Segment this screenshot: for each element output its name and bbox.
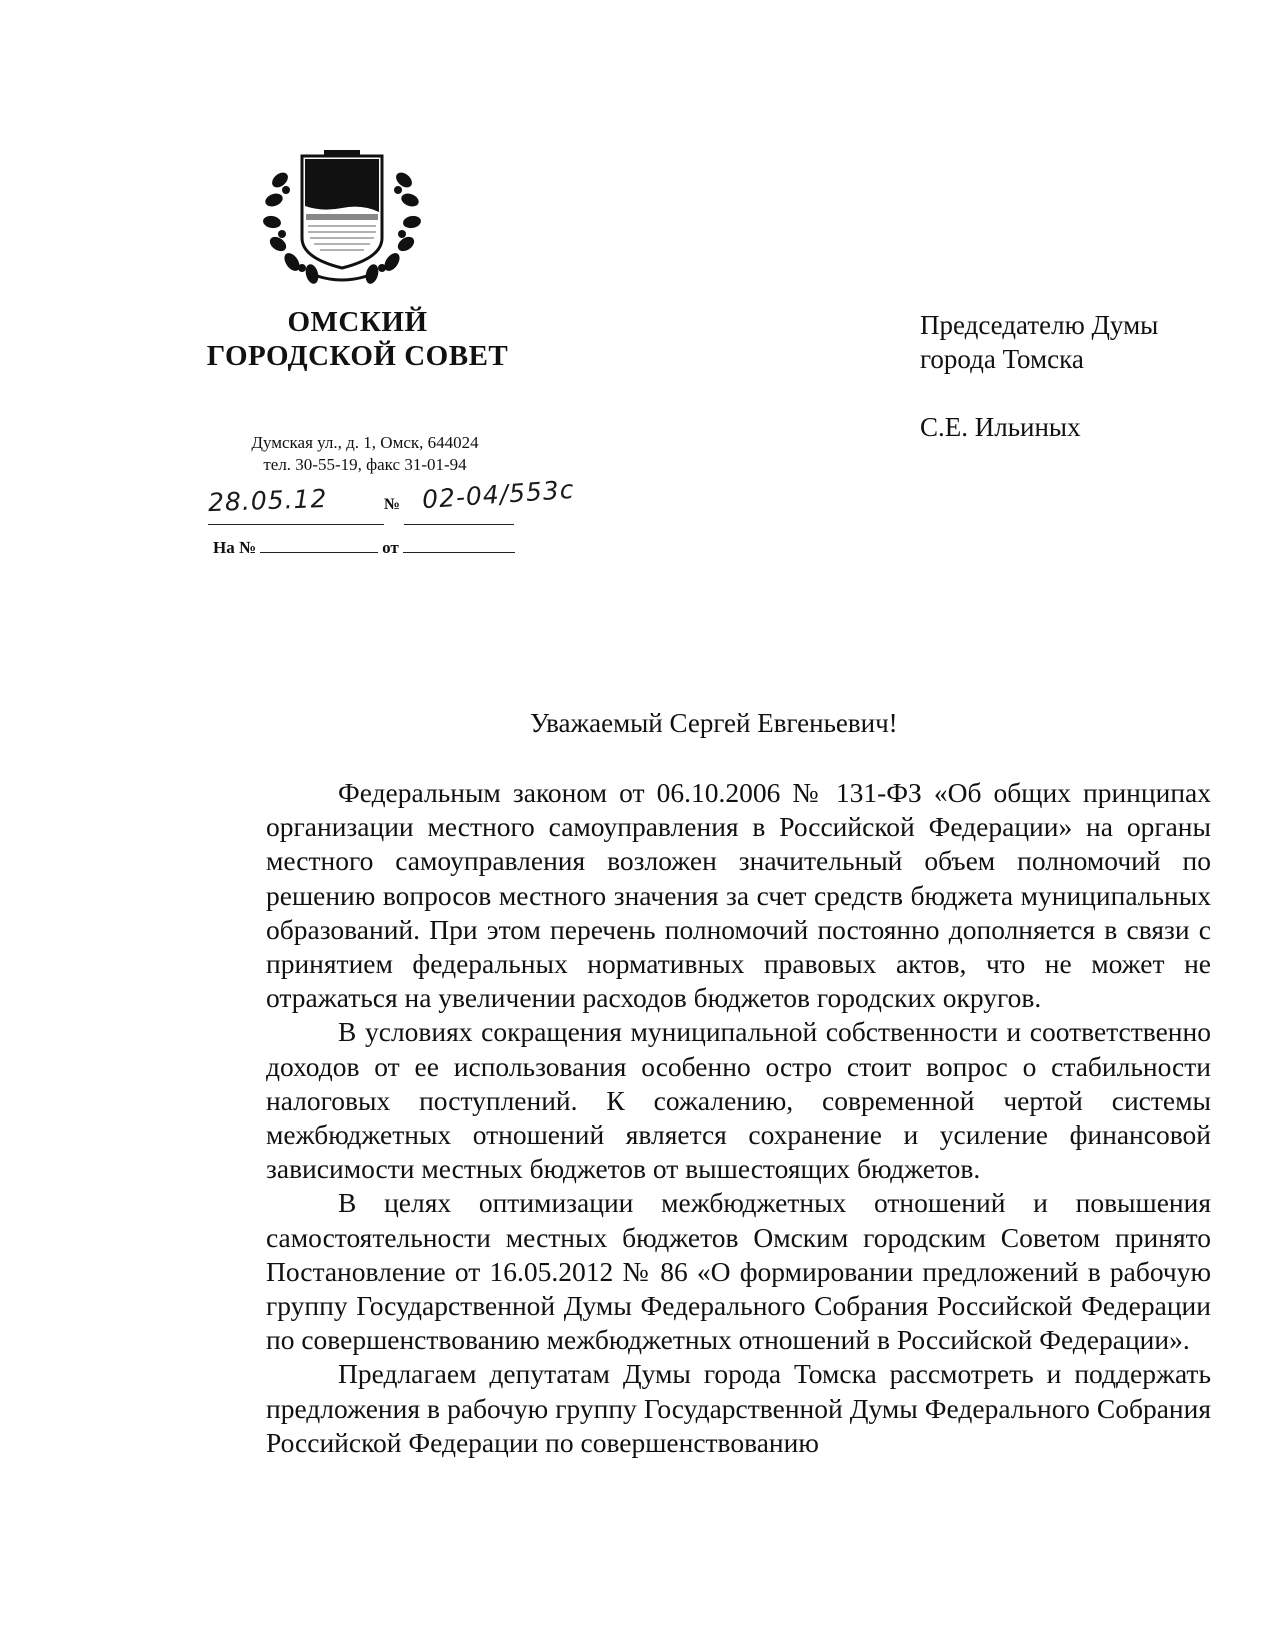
salutation: Уважаемый Сергей Евгеньевич! [530, 708, 898, 738]
registration-no-label: № [384, 496, 401, 513]
date-underline [208, 524, 384, 525]
address-line2: тел. 30-55-19, факс 31-01-94 [263, 455, 467, 474]
address-line1: Думская ул., д. 1, Омск, 644024 [251, 433, 479, 452]
registration-number: 02-04/553с [421, 474, 576, 515]
letter-body [266, 776, 1211, 1460]
paragraph: В условиях сокращения муниципальной собственности и соответственно доходов от ее использования особенно остро стоит вопрос о стабильности налоговых поступлений. К сожалению, современной чертой системы межбюджетных отношений является сохранение и усиление финансовой зависимости местных бюджетов от вышестоящих бюджетов. [266, 1016, 1211, 1185]
coat-of-arms-icon [262, 150, 422, 285]
reference-na-label: На № [213, 538, 257, 557]
addressee-line1: Председателю Думы [920, 310, 1159, 340]
reference-line [213, 538, 515, 558]
addressee-line2: города Томска [920, 344, 1084, 374]
sender-line1: ОМСКИЙ [287, 306, 428, 338]
reference-number-blank [260, 538, 378, 553]
paragraph: Предлагаем депутатам Думы города Томска рассмотреть и поддержать предложения в рабочую группу Государственной Думы Федерального Собрания Российской Федерации по совершенствованию [266, 1358, 1211, 1458]
paragraph: В целях оптимизации межбюджетных отношений и повышения самостоятельности местных бюджетов Омским городским Советом принято Постановление от 16.05.2012 № 86 «О формировании предложений в рабочую группу Государственной Думы Федерального Собрания Российской Федерации по совершенствованию межбюджетных отношений в Российской Федерации». [266, 1187, 1211, 1356]
registration-line [207, 474, 628, 546]
reference-date-blank [403, 538, 515, 553]
addressee-name: С.Е. Ильиных [920, 412, 1081, 442]
sender-address [205, 432, 525, 476]
paragraph: Федеральным законом от 06.10.2006 № 131-ФЗ «Об общих принципах организации местного самоуправления в Российской Федерации» на органы местного самоуправления возложен значительный объем полномочий по решению вопросов местного значения за счет средств бюджета муниципальных образований. При этом перечень полномочий постоянно дополняется в связи с принятием федеральных нормативных правовых актов, что не может не отражаться на увеличении расходов бюджетов городских округов. [266, 777, 1211, 1014]
number-underline [404, 524, 514, 525]
sender-organization [200, 305, 515, 373]
sender-line2: ГОРОДСКОЙ СОВЕТ [206, 340, 509, 372]
registration-date: 28.05.12 [207, 483, 328, 518]
reference-ot-label: от [382, 538, 399, 557]
addressee [920, 308, 1260, 444]
